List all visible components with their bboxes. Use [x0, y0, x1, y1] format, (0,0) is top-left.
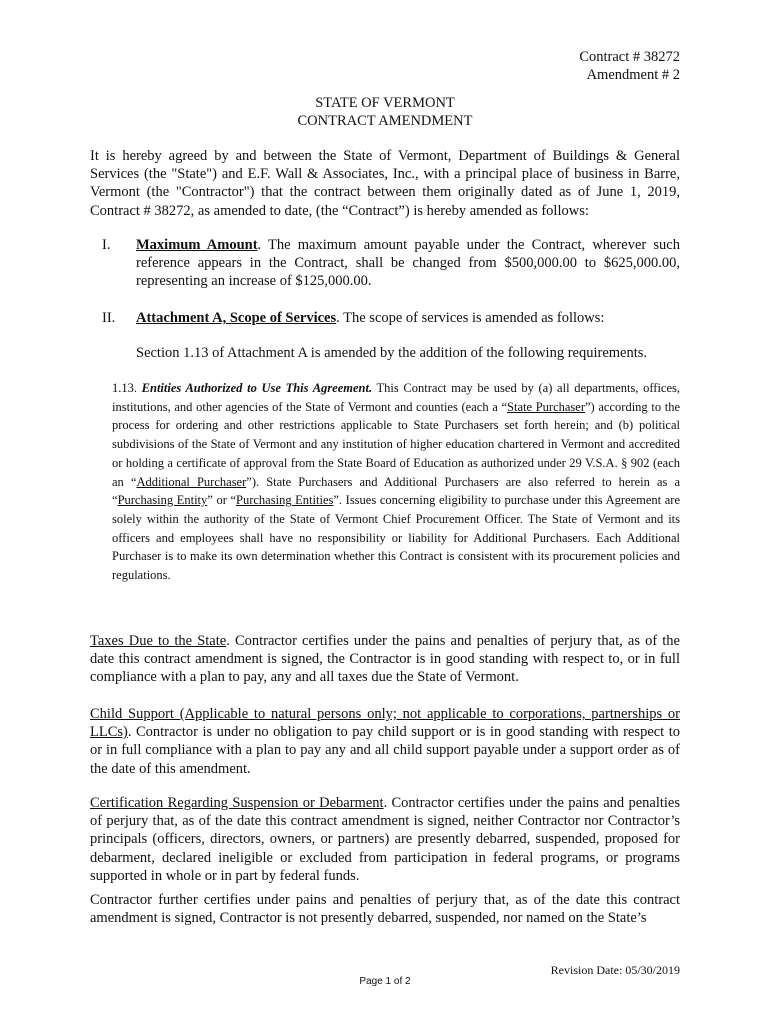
further-certification-paragraph: Contractor further certifies under pains and penalties of perjury that, as of the date this contract amendment is signed, Contractor is not presently debarred, suspended, nor named on the State’s [90, 892, 680, 927]
subsection-number: 1.13. [112, 381, 142, 395]
certification-text: . Contractor certifies under the pains and penalties of perjury that, as of the date this contract amendment is signed, neither Contractor nor Contractor’s principals (officers, directors, owners, or partners) are presently debarred, suspended, proposed for debarment, declared ineligible or excluded from participation in federal programs, or programs supported in whole or in part by federal funds. [90, 795, 680, 884]
subsection-heading: Entities Authorized to Use This Agreement. [141, 381, 373, 395]
term-state-purchaser: State Purchaser [507, 399, 585, 414]
child-support-heading: Child Support (Applicable to natural persons only; not applicable to corporations, partnerships or LLCs) [90, 706, 680, 741]
intro-paragraph: It is hereby agreed by and between the State of Vermont, Department of Buildings & General Services (the "State") and E.F. Wall & Associates, Inc., with a principal place of business in Barre, Vermont (the "Contractor") that the contract between them originally dated as of June 1, 2019, Contract # 38272, as amended to date, (the “Contract”) is hereby amended as follows: [90, 148, 680, 219]
term-purchasing-entity: Purchasing Entity [117, 493, 208, 508]
item-number: II. [102, 310, 116, 326]
subsection-text: This Contract may be used by (a) all departments, offices, institutions, and other agencies of the State of Vermont and counties (each a “ [112, 381, 681, 414]
title-line-2: CONTRACT AMENDMENT [297, 113, 473, 129]
item-heading: Attachment A, Scope of Services [136, 310, 337, 326]
subsection-text: ” or “ [207, 493, 237, 508]
page-number: Page 1 of 2 [359, 976, 411, 987]
taxes-heading: Taxes Due to the State [90, 633, 227, 649]
item-number: I. [102, 237, 111, 253]
section-intro: Section 1.13 of Attachment A is amended by the addition of the following requirements. [136, 345, 648, 361]
child-support-text: . Contractor is under no obligation to pay child support or is in good standing with respect to or in full compliance with a plan to pay any and all child support payable under a support order as of the date of this amendment. [90, 724, 680, 777]
item-text: . The scope of services is amended as follows: [336, 310, 605, 326]
contract-number: Contract # 38272 [579, 49, 680, 65]
contract-header [579, 48, 680, 84]
title-line-1: STATE OF VERMONT [315, 95, 455, 111]
taxes-paragraph [90, 632, 680, 687]
subsection-text: ”. Issues concerning eligibility to purchase under this Agreement are solely within the authority of the State of Vermont Chief Procurement Officer. The State of Vermont and its officers and employees shall have no responsibility or liability for Additional Purchasers. Each Additional Purchaser is to make its own determination whether this Contract is consistent with its procurement policies and regulations. [112, 493, 680, 583]
item-text: . The maximum amount payable under the Contract, wherever such reference appears in the Contract, shall be changed from $500,000.00 to $625,000.00, representing an increase of $125,000.00. [136, 237, 680, 290]
item-maximum-amount [90, 236, 680, 291]
revision-date: Revision Date: 05/30/2019 [550, 963, 680, 977]
subsection-text: ”) according to the process for ordering and other restrictions applicable to State Purchasers set forth herein; and (b) political subdivisions of the State of Vermont and any institution of higher education chartered in Vermont and accredited or holding a certificate of approval from the State Board of Education as authorized under 29 V.S.A. § 902 (each an “ [112, 399, 681, 489]
item-heading: Maximum Amount [136, 237, 258, 253]
item-scope-of-services [90, 309, 680, 327]
certification-heading: Certification Regarding Suspension or Debarment [90, 795, 384, 811]
term-additional-purchaser: Additional Purchaser [136, 474, 247, 489]
amendment-number: Amendment # 2 [586, 67, 680, 83]
child-support-paragraph [90, 705, 680, 778]
subsection-1-13 [112, 379, 680, 585]
certification-paragraph [90, 794, 680, 885]
taxes-text: . Contractor certifies under the pains and penalties of perjury that, as of the date this contract amendment is signed, the Contractor is in good standing with respect to, or in full compliance with a plan to pay, any and all taxes due the State of Vermont. [90, 633, 680, 686]
document-title [0, 94, 770, 130]
term-purchasing-entities: Purchasing Entities [236, 493, 334, 508]
subsection-text: ”). State Purchasers and Additional Purchasers are also referred to herein as a “ [112, 474, 681, 508]
